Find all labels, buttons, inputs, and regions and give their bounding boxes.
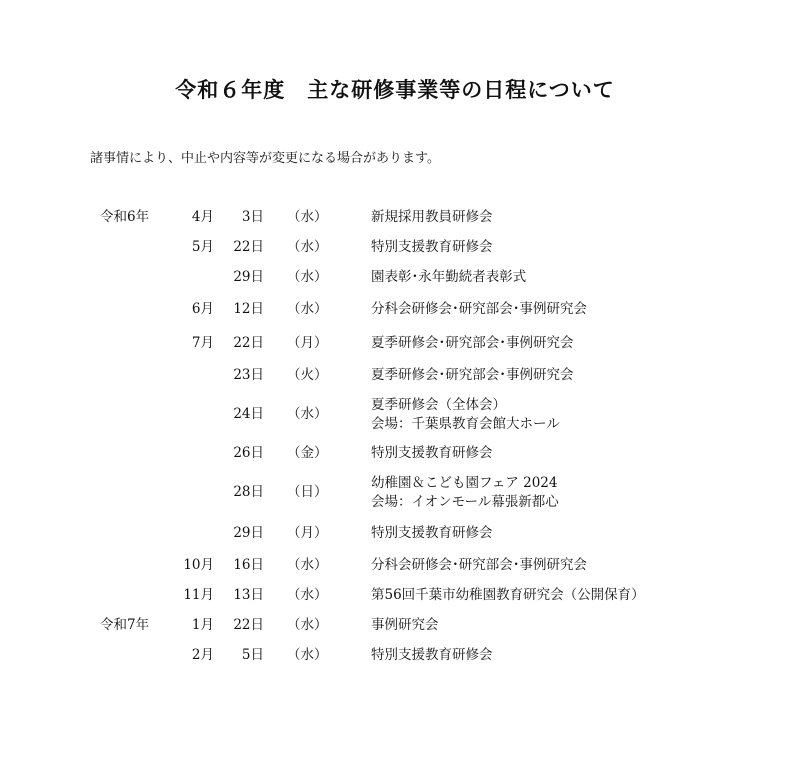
schedule-day: 29日 — [233, 525, 264, 541]
schedule-weekday: （火） — [287, 367, 328, 383]
event-title: 幼稚園＆こども園フェア 2024 — [371, 475, 558, 491]
event-venue: 会場：千葉県教育会館大ホール — [371, 416, 560, 432]
schedule-weekday: （水） — [287, 647, 328, 663]
event-title: 特別支援教育研修会 — [371, 525, 493, 541]
event-venue: 会場：イオンモール幕張新都心 — [371, 494, 559, 510]
event-title: 第56回千葉市幼稚園教育研究会（公開保育） — [371, 587, 645, 603]
schedule-weekday: （水） — [287, 587, 328, 603]
event-title: 夏季研修会･研究部会･事例研究会 — [371, 335, 574, 351]
event-title: 園表彰･永年勤続者表彰式 — [371, 269, 527, 285]
schedule-month: 6月 — [191, 301, 214, 317]
schedule-month: 2月 — [191, 647, 214, 663]
schedule-day: 24日 — [233, 406, 264, 422]
schedule-day: 22日 — [233, 617, 264, 633]
schedule-weekday: （水） — [287, 209, 328, 225]
schedule-event — [371, 474, 559, 512]
schedule-weekday: （月） — [287, 525, 328, 541]
schedule-event — [371, 208, 493, 227]
schedule-event — [371, 646, 493, 665]
schedule-event — [371, 268, 526, 287]
schedule-weekday: （水） — [287, 269, 328, 285]
schedule-day: 22日 — [233, 335, 264, 351]
schedule-event — [371, 444, 493, 463]
schedule-era: 令和7年 — [100, 617, 150, 633]
schedule-event — [371, 616, 439, 635]
schedule-event — [371, 366, 574, 385]
schedule-day: 28日 — [233, 484, 264, 500]
schedule-day: 3日 — [241, 209, 264, 225]
schedule-weekday: （水） — [287, 557, 328, 573]
schedule-day: 12日 — [233, 301, 264, 317]
event-title: 新規採用教員研修会 — [371, 209, 493, 225]
schedule-day: 26日 — [233, 445, 264, 461]
schedule-weekday: （水） — [287, 617, 328, 633]
schedule-event — [371, 238, 493, 257]
event-title: 分科会研修会･研究部会･事例研究会 — [371, 301, 587, 317]
schedule-era: 令和6年 — [100, 209, 150, 225]
schedule-month: 5月 — [191, 239, 214, 255]
schedule-day: 23日 — [233, 367, 264, 383]
schedule-day: 5日 — [241, 647, 264, 663]
schedule-weekday: （水） — [287, 301, 328, 317]
event-title: 特別支援教育研修会 — [371, 239, 493, 255]
schedule-event — [371, 396, 560, 434]
schedule-event — [371, 334, 574, 353]
schedule-day: 16日 — [233, 557, 264, 573]
schedule-event — [371, 556, 587, 575]
schedule-month: 4月 — [191, 209, 214, 225]
schedule-event — [371, 524, 493, 543]
schedule-event — [371, 300, 587, 319]
schedule-weekday: （日） — [287, 484, 328, 500]
event-title: 事例研究会 — [371, 617, 439, 633]
event-title: 夏季研修会（全体会） — [371, 397, 506, 413]
schedule-month: 1月 — [191, 617, 214, 633]
schedule-weekday: （金） — [287, 445, 328, 461]
schedule-weekday: （月） — [287, 335, 328, 351]
schedule-weekday: （水） — [287, 239, 328, 255]
schedule-day: 13日 — [233, 587, 264, 603]
schedule-day: 29日 — [233, 269, 264, 285]
schedule-month: 7月 — [191, 335, 214, 351]
schedule-day: 22日 — [233, 239, 264, 255]
event-title: 分科会研修会･研究部会･事例研究会 — [371, 557, 587, 573]
schedule-weekday: （水） — [287, 406, 328, 422]
schedule-month: 11月 — [183, 587, 214, 603]
event-title: 特別支援教育研修会 — [371, 445, 493, 461]
schedule-event — [371, 586, 645, 605]
page-title: 令和６年度 主な研修事業等の日程について — [175, 78, 615, 102]
event-title: 特別支援教育研修会 — [371, 647, 493, 663]
event-title: 夏季研修会･研究部会･事例研究会 — [371, 367, 574, 383]
schedule-month: 10月 — [183, 557, 214, 573]
notice-text: 諸事情により、中止や内容等が変更になる場合があります。 — [90, 151, 440, 166]
